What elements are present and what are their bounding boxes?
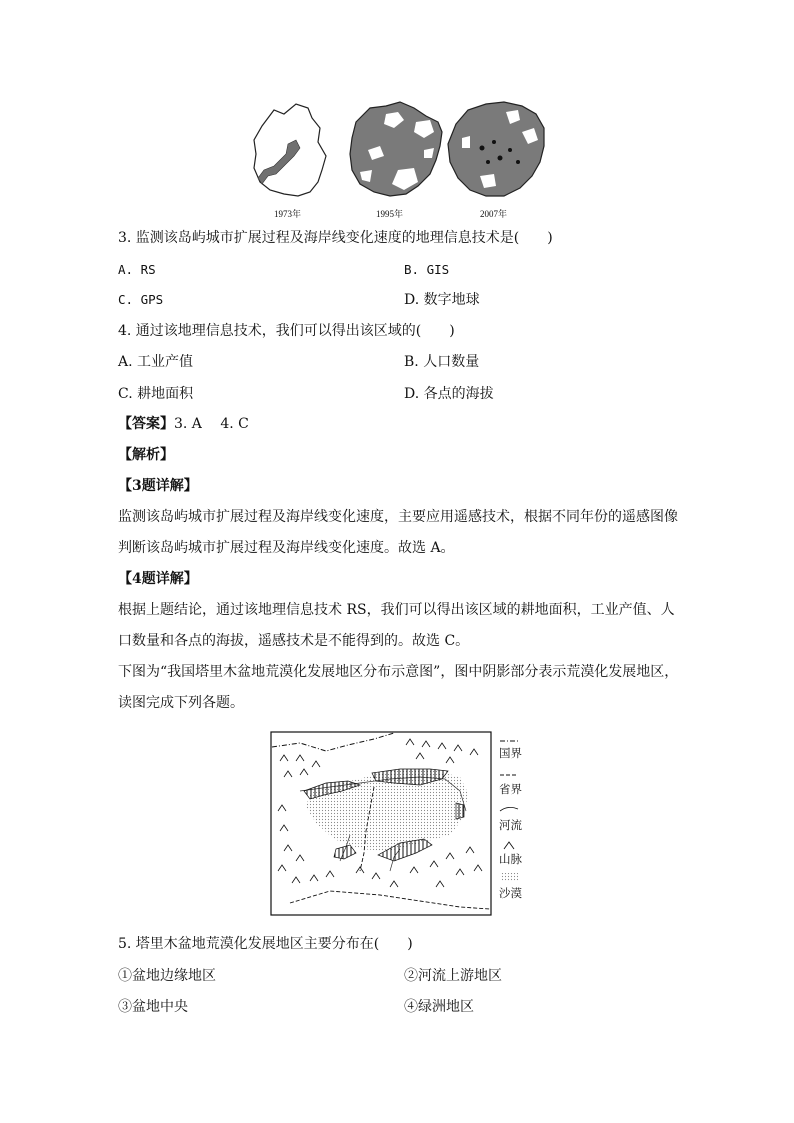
intro-line-1: 下图为“我国塔里木盆地荒漠化发展地区分布示意图”，图中阴影部分表示荒漠化发展地区，: [118, 664, 679, 680]
intro-line-2: 读图完成下列各题。: [118, 695, 244, 711]
island-maps-svg: [248, 98, 552, 220]
map-year-1995: 1995年: [376, 209, 404, 219]
legend-desert: 沙漠: [499, 886, 522, 900]
q4-detail-line-1: 根据上题结论，通过该地理信息技术 RS，我们可以得出该区域的耕地面积，工业产值、人: [118, 602, 675, 618]
q4-detail-line-2: 口数量和各点的海拔，遥感技术是不能得到的。故选 C。: [118, 633, 470, 649]
map-1995: [350, 102, 442, 196]
tarim-map-svg: [270, 731, 526, 917]
q3-detail-line-2: 判断该岛屿城市扩展过程及海岸线变化速度。故选 A。: [118, 540, 455, 556]
q5-option-4: ④绿洲地区: [404, 999, 474, 1015]
q4-option-c: C. 耕地面积: [118, 386, 194, 402]
tarim-map-figure: [270, 731, 526, 917]
q3-detail-line-1: 监测该岛屿城市扩展过程及海岸线变化速度，主要应用遥感技术，根据不同年份的遥感图像: [118, 509, 678, 525]
q5-option-1: ①盆地边缘地区: [118, 968, 216, 984]
answer-label: 【答案】: [118, 416, 174, 432]
analysis-heading: 【解析】: [118, 447, 174, 463]
map-1973: [254, 104, 326, 196]
answer-line: [118, 414, 249, 434]
legend-provincial-border: 省界: [499, 782, 522, 796]
q4-option-a: A. 工业产值: [118, 354, 194, 370]
q4-detail-heading: 【4题详解】: [118, 571, 198, 587]
q4-stem: 4. 通过该地理信息技术，我们可以得出该区域的( ): [118, 323, 455, 339]
map-year-2007: 2007年: [480, 209, 508, 219]
legend-national-border: 国界: [499, 746, 522, 760]
q3-stem: 3. 监测该岛屿城市扩展过程及海岸线变化速度的地理信息技术是( ): [118, 230, 553, 246]
q4-option-b: B. 人口数量: [404, 354, 480, 370]
legend-river: 河流: [499, 818, 522, 832]
q5-option-3: ③盆地中央: [118, 999, 188, 1015]
answer-text: 3. A 4. C: [174, 416, 249, 432]
island-maps-figure: [248, 98, 552, 220]
q3-option-b: B. GIS: [404, 262, 450, 277]
q5-option-2: ②河流上游地区: [404, 968, 502, 984]
q4-option-d: D. 各点的海拔: [404, 386, 494, 402]
q3-option-c: C. GPS: [118, 292, 164, 307]
desertification-area-east: [456, 803, 464, 819]
map-year-1973: 1973年: [274, 209, 302, 219]
map-2007: [448, 102, 544, 196]
legend-mountain: 山脉: [499, 852, 522, 866]
q3-option-a: A. RS: [118, 262, 156, 277]
q3-option-d: D. 数字地球: [404, 292, 480, 308]
q3-detail-heading: 【3题详解】: [118, 478, 198, 494]
q5-stem: 5. 塔里木盆地荒漠化发展地区主要分布在( ): [118, 936, 413, 952]
